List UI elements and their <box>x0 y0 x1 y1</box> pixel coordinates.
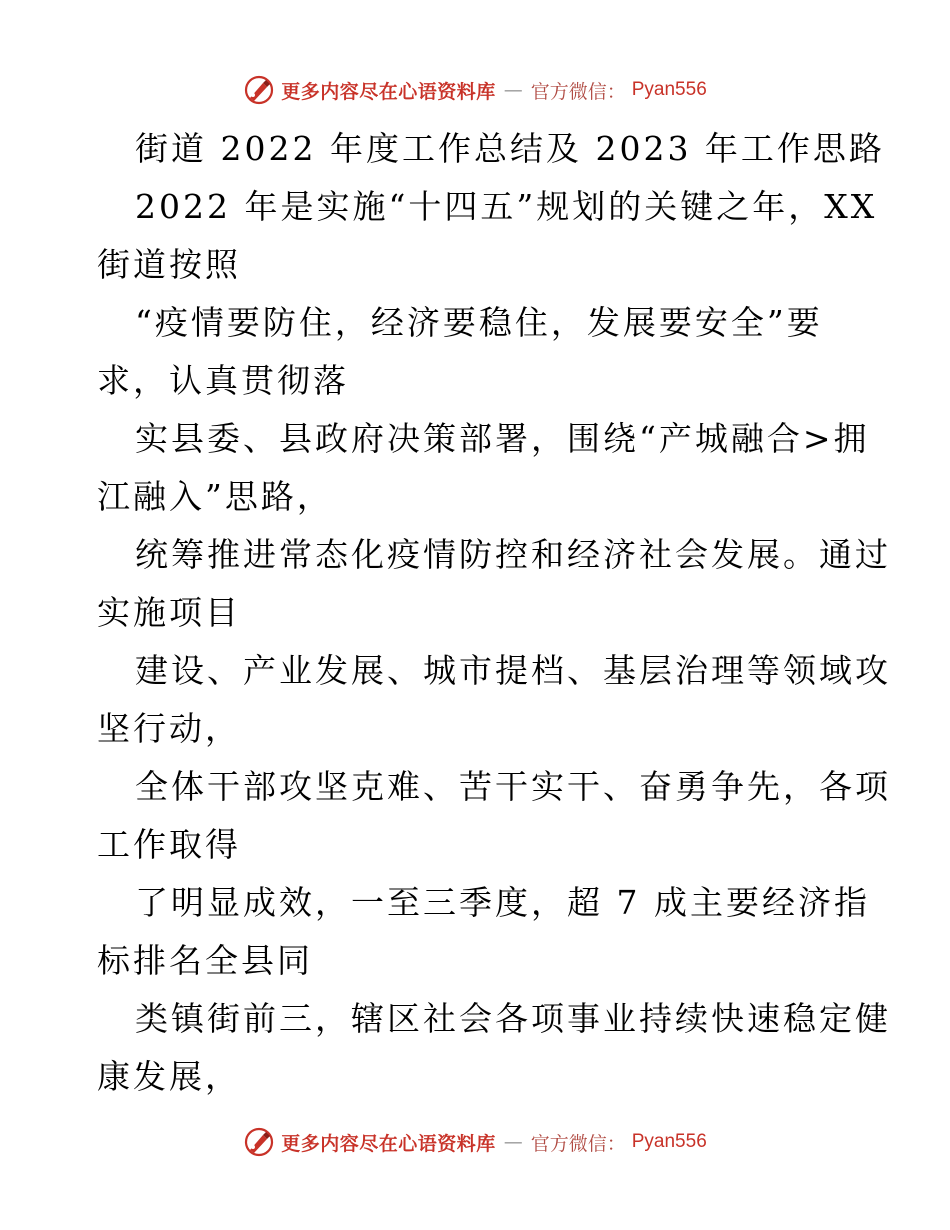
paragraph-line: 实县委、县政府决策部署，围绕“产城融合>拥 <box>135 419 870 458</box>
paragraph-line: 统筹推进常态化疫情防控和经济社会发展。通过 <box>135 535 891 574</box>
document-title: 街道 2022 年度工作总结及 2023 年工作思路 <box>135 129 885 168</box>
paragraph-line: 2022 年是实施“十四五”规划的关键之年，XX <box>135 187 878 226</box>
pen-logo-icon <box>243 74 275 106</box>
paragraph-line: 坚行动， <box>97 709 241 748</box>
paragraph-line: 江融入”思路， <box>97 477 333 516</box>
watermark-wechat-id: Pyan556 <box>631 79 707 100</box>
paragraph-line: 了明显成效，一至三季度，超 7 成主要经济指 <box>135 883 870 922</box>
watermark-label: 官方微信： <box>530 80 626 103</box>
paragraph-line: 街道按照 <box>97 245 241 284</box>
watermark-separator: — <box>503 79 523 101</box>
paragraph-line: 求，认真贯彻落 <box>97 361 349 400</box>
paragraph-line: 类镇街前三，辖区社会各项事业持续快速稳定健 <box>135 999 891 1038</box>
pen-logo-icon <box>243 1126 275 1158</box>
paragraph-line: 康发展， <box>97 1057 241 1096</box>
footer-watermark <box>0 1122 950 1162</box>
watermark-site-text: 更多内容尽在心语资料库 <box>281 80 496 103</box>
paragraph-line: 标排名全县同 <box>97 941 313 980</box>
paragraph-line: 工作取得 <box>97 825 241 864</box>
watermark-separator: — <box>503 1131 523 1153</box>
paragraph-line: “疫情要防住，经济要稳住，发展要安全”要 <box>135 303 823 342</box>
paragraph-line: 全体干部攻坚克难、苦干实干、奋勇争先，各项 <box>135 767 891 806</box>
header-watermark <box>0 70 950 110</box>
watermark-label: 官方微信： <box>530 1132 626 1155</box>
paragraph-line: 实施项目 <box>97 593 241 632</box>
paragraph-line: 建设、产业发展、城市提档、基层治理等领域攻 <box>135 651 891 690</box>
watermark-wechat-id: Pyan556 <box>631 1131 707 1152</box>
watermark-site-text: 更多内容尽在心语资料库 <box>281 1132 496 1155</box>
